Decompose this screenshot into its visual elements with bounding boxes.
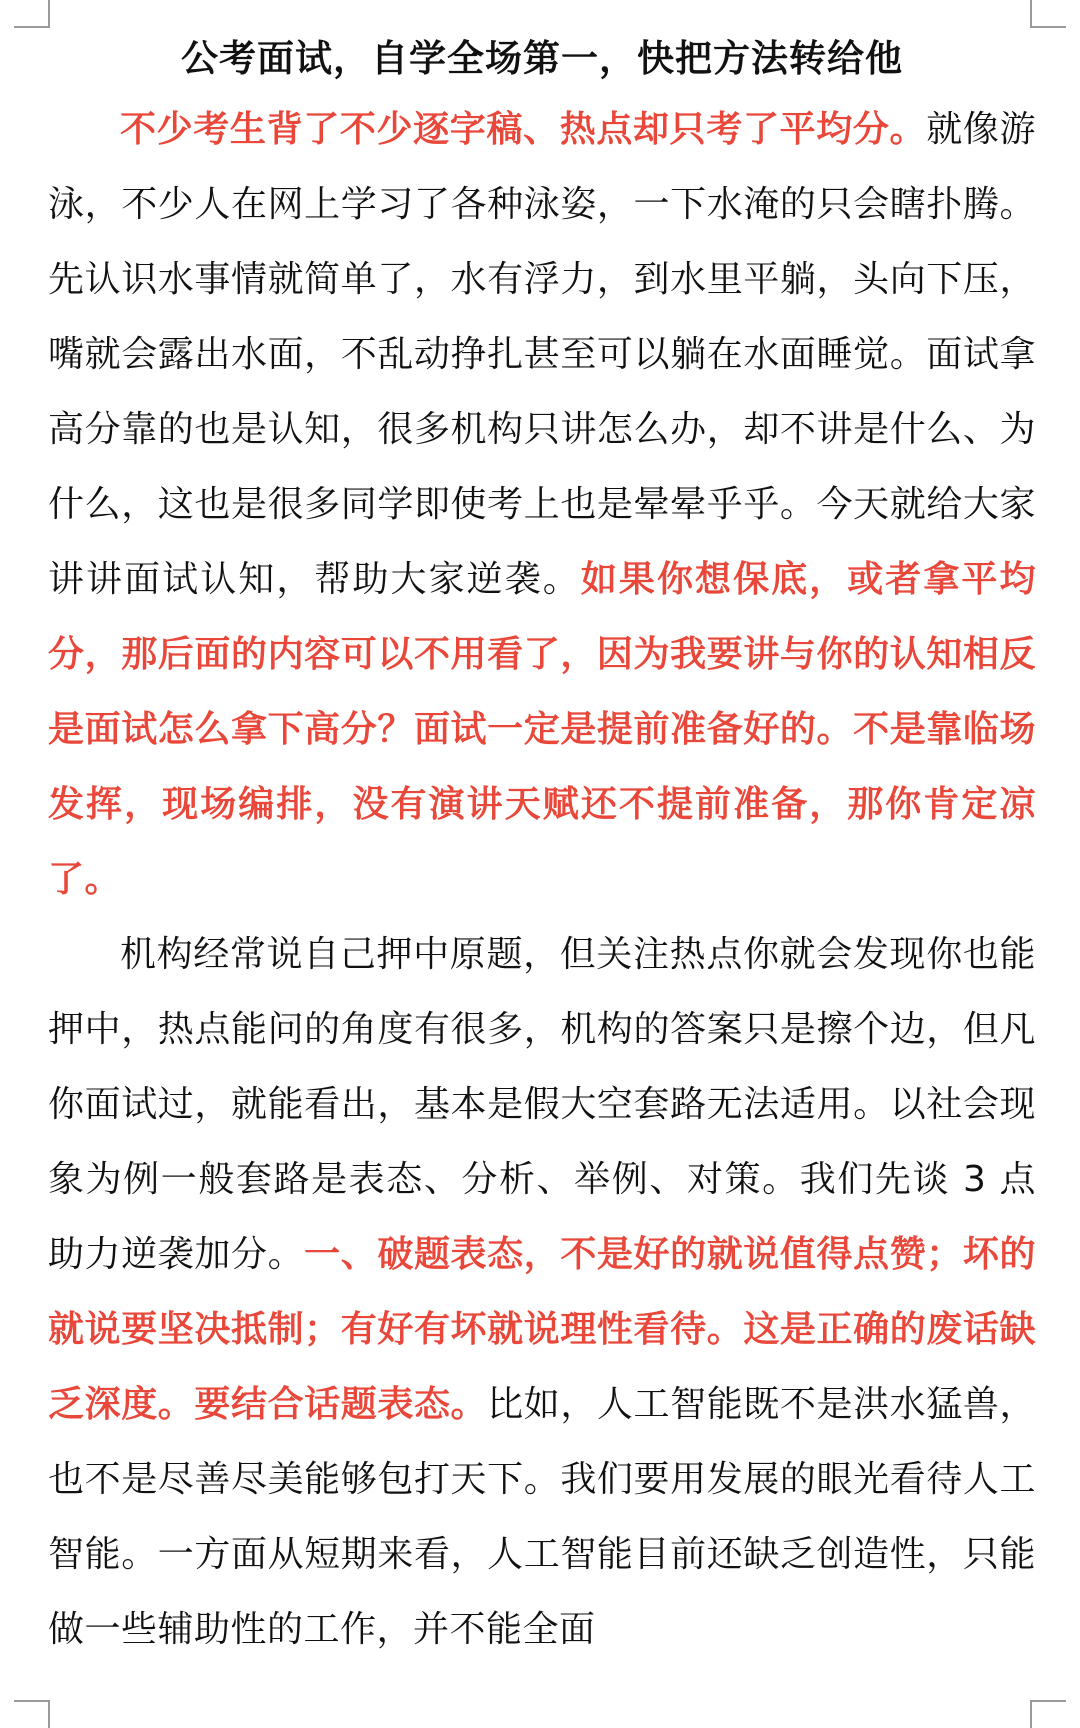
highlighted-text: 不少考生背了不少逐字稿、热点却只考了平均分。 [120, 109, 927, 150]
page-corner-mark-top-left [14, 0, 50, 28]
paragraph-2 [48, 917, 1036, 1667]
body-text: 机构经常说自己押中原题，但关注热点你就会发现你也能押中，热点能问的角度有很多，机构的答案只是擦个边，但凡你面试过，就能看出，基本是假大空套路无法适用。以社会现象为例一般套路是表态、分析、举例、对策。我们先谈 3 点助力逆袭加分。 [48, 934, 1036, 1275]
highlighted-text: 一、破题表态，不是好的就说值得点赞；坏的就说要坚决抵制；有好有坏就说理性看待。这是正确的废话缺乏深度。要结合话题表态。 [48, 1234, 1036, 1425]
body-text: 就像游泳，不少人在网上学习了各种泳姿，一下水淹的只会瞎扑腾。先认识水事情就简单了，水有浮力，到水里平躺，头向下压，嘴就会露出水面，不乱动挣扎甚至可以躺在水面睡觉。面试拿高分靠的也是认知，很多机构只讲怎么办，却不讲是什么、为什么，这也是很多同学即使考上也是晕晕乎乎。今天就给大家讲讲面试认知，帮助大家逆袭。 [48, 109, 1036, 600]
document-title: 公考面试，自学全场第一，快把方法转给他 [181, 37, 903, 80]
paragraph-1 [48, 92, 1036, 917]
page-corner-mark-bottom-left [14, 1700, 50, 1728]
page-corner-mark-bottom-right [1030, 1700, 1066, 1728]
page-corner-mark-top-right [1030, 0, 1066, 28]
highlighted-text: 如果你想保底，或者拿平均分，那后面的内容可以不用看了，因为我要讲与你的认知相反是面试怎么拿下高分？面试一定是提前准备好的。不是靠临场发挥，现场编排，没有演讲天赋还不提前准备，那你肯定凉了。 [48, 559, 1036, 900]
document-page [48, 26, 1036, 1667]
body-text: 比如，人工智能既不是洪水猛兽，也不是尽善尽美能够包打天下。我们要用发展的眼光看待人工智能。一方面从短期来看，人工智能目前还缺乏创造性，只能做一些辅助性的工作，并不能全面 [48, 1384, 1036, 1650]
